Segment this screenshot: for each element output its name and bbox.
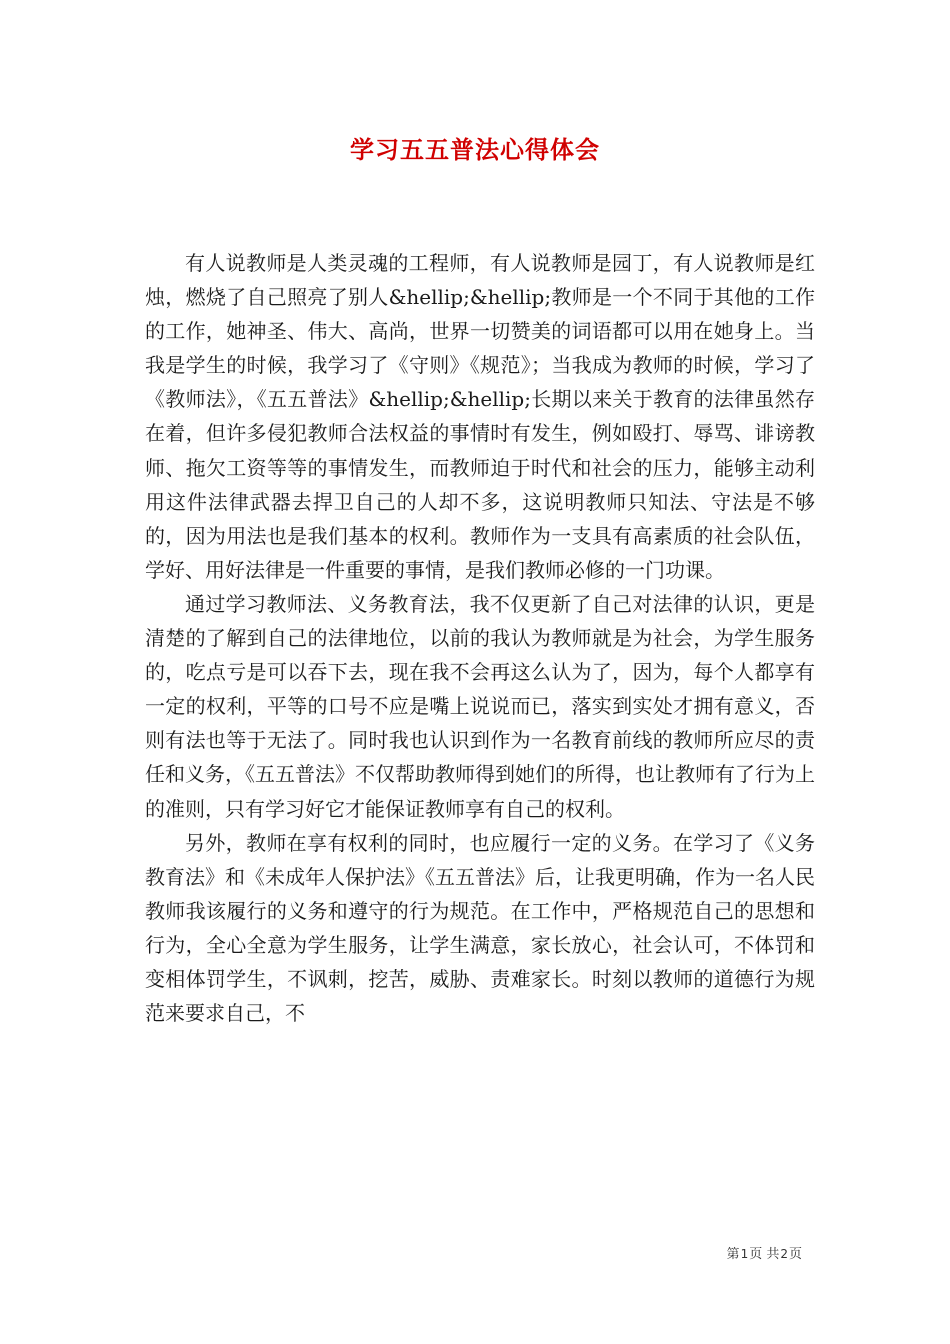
paragraph-1: 有人说教师是人类灵魂的工程师，有人说教师是园丁，有人说教师是红烛，燃烧了自己照亮了别人&hellip;&hellip;教师是一个不同于其他的工作的工作，她神圣、伟大、高尚，世界一切赞美的词语都可以用在她身上。当我是学生的时候，我学习了《守则》《规范》；当我成为教师的时候，学习了《教师法》，《五五普法》&hellip;&hellip;长期以来关于教育的法律虽然存在着，但许多侵犯教师合法权益的事情时有发生，例如殴打、辱骂、诽谤教师、拖欠工资等等的事情发生，而教师迫于时代和社会的压力，能够主动利用这件法律武器去捍卫自己的人却不多，这说明教师只知法、守法是不够的，因为用法也是我们基本的权利。教师作为一支具有高素质的社会队伍，学好、用好法律是一件重要的事情，是我们教师必修的一门功课。 [145, 251, 815, 582]
paragraph-3: 另外，教师在享有权利的同时，也应履行一定的义务。在学习了《义务教育法》和《未成年人保护法》《五五普法》后，让我更明确，作为一名人民教师我该履行的义务和遵守的行为规范。在工作中，严格规范自己的思想和行为，全心全意为学生服务，让学生满意，家长放心，社会认可，不体罚和变相体罚学生，不讽刺，挖苦，威胁、责难家长。时刻以教师的道德行为规范来要求自己，不 [145, 830, 815, 1026]
document-body [145, 246, 815, 1030]
page-footer [727, 1245, 802, 1264]
footer-middle: 页 共 [749, 1247, 780, 1262]
footer-total-pages: 2 [780, 1247, 788, 1261]
footer-prefix: 第 [726, 1247, 740, 1262]
footer-page-number: 1 [740, 1247, 749, 1261]
document-title: 学习五五普法心得体会 [350, 135, 600, 164]
paragraph-2: 通过学习教师法、义务教育法，我不仅更新了自己对法律的认识，更是清楚的了解到自己的法律地位，以前的我认为教师就是为社会，为学生服务的，吃点亏是可以吞下去，现在我不会再这么认为了，因为，每个人都享有一定的权利，平等的口号不应是嘴上说说而已，落实到实处才拥有意义，否则有法也等于无法了。同时我也认识到作为一名教育前线的教师所应尽的责任和义务，《五五普法》不仅帮助教师得到她们的所得，也让教师有了行为上的准则，只有学习好它才能保证教师享有自己的权利。 [145, 591, 815, 821]
footer-suffix: 页 [788, 1247, 802, 1262]
